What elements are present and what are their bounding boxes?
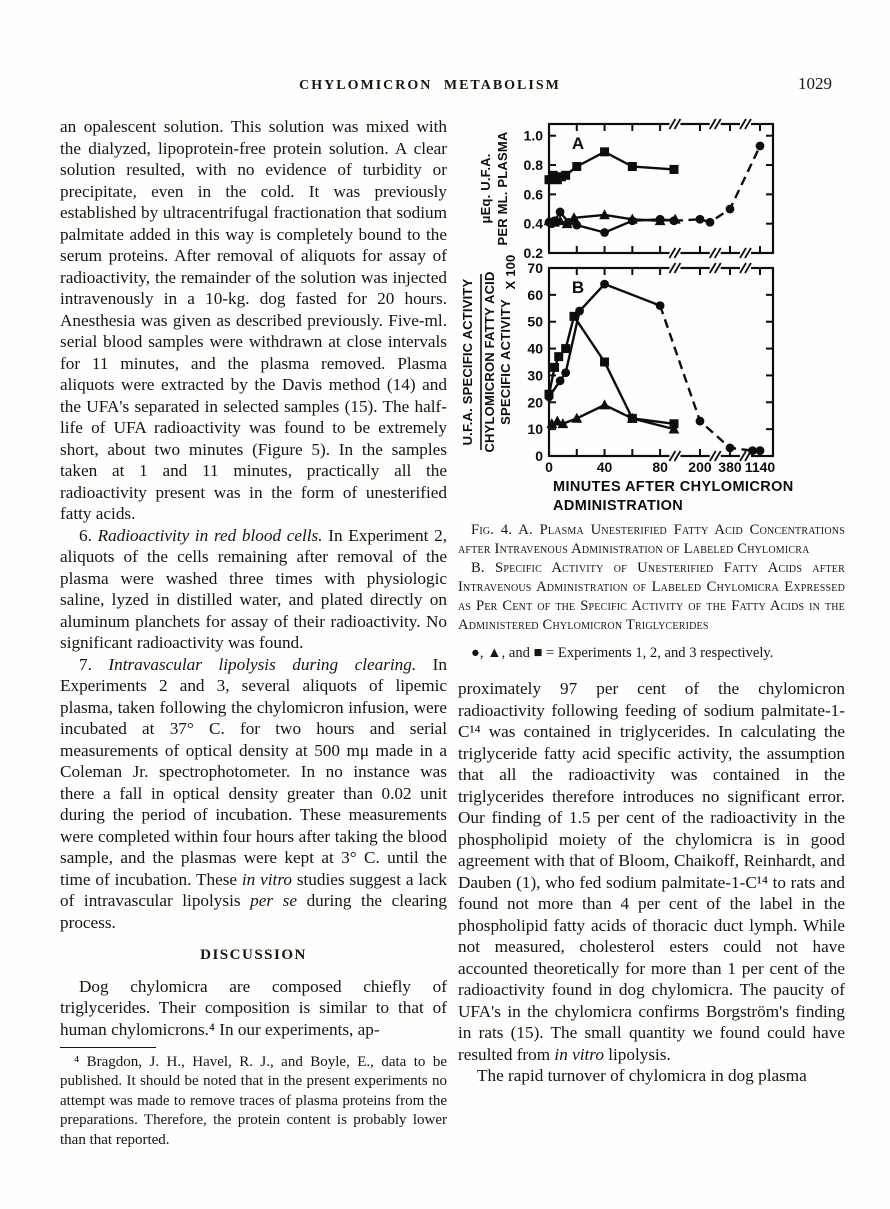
- y-tick-label: 0: [535, 448, 543, 464]
- paragraph-intro: an opalescent solution. This solution was mixed with the dialyzed, lipoprotein-free protein solution. A clear solution resulted, with no evidence of turbidity or precipitate, even in the cold. It was previously established by ultracentrifugal fractionation that sodium palmitate added in this way is completely bound to the serum proteins. After removal of aliquots for assay of radioactivity, the remainder of the solution was injected intravenously in a 10-kg. dog fasted for 20 hours. Anesthesia was given as described previously. Five-ml. serial blood samples were withdrawn at close intervals for 11 minutes, and the plasma removed. Plasma aliquots were extracted by the Davis method (14) and the UFA's separated in selected samples (15). The half-life of UFA radioactivity was found to be extremely short, about two minutes (Figure 5). In the samples taken at 1 and 11 minutes, practically all the radioactivity present was in the form of unesterified fatty acids.: [60, 117, 447, 523]
- caption-part-a: Fig. 4. A. Plasma Unesterified Fatty Acid Concentrations after Intravenous Administration of Labeled Chylomicra: [458, 522, 845, 557]
- series-experiment-3-marker: [561, 171, 570, 180]
- y-tick-label: 50: [527, 313, 543, 330]
- series-experiment-3-marker: [628, 414, 637, 423]
- y-axis-fraction-denominator: CHYLOMICRON FATTY ACID: [482, 271, 497, 453]
- paragraph-discussion: Dog chylomicra are composed chiefly of triglycerides. Their composition is similar to that of human chylomicrons.⁴ In our experiments, ap-: [60, 976, 447, 1039]
- series-experiment-3-marker: [572, 162, 581, 171]
- series-experiment-1-marker: [756, 142, 765, 151]
- series-experiment-1-line: [549, 284, 660, 397]
- footnote: ⁴ Bragdon, J. H., Havel, R. J., and Boyle, E., data to be published. It should be noted that in the present experiments no attempt was made to remove traces of plasma proteins from the preparations. Therefore, the protein content is probably lower than that reported.: [60, 1054, 447, 1148]
- figure-legend: ●, ▲, and ■ = Experiments 1, 2, and 3 respectively.: [471, 645, 774, 661]
- series-experiment-1-marker: [726, 444, 735, 453]
- y-axis-fraction-denominator: SPECIFIC ACTIVITY: [498, 299, 513, 425]
- figure-4: [458, 116, 845, 663]
- y-tick-label: 60: [527, 286, 543, 303]
- paragraph-section-6: 6. Radioactivity in red blood cells. In Experiment 2, aliquots of the cells remaining after removal of the plasma were washed three times with physiologic saline, lyzed in distilled water, and plated directly on aluminum planchets for assay of their radioactivity. No significant radioactivity was found.: [60, 525, 447, 652]
- discussion-heading: DISCUSSION: [200, 947, 307, 963]
- series-experiment-3-marker: [669, 419, 678, 428]
- series-experiment-3-marker: [561, 344, 570, 353]
- panel-label-B: B: [571, 278, 585, 297]
- y-axis-title-a: μEq. U.F.A.: [478, 153, 493, 224]
- y-tick-label: 20: [527, 394, 543, 411]
- series-experiment-1-marker: [556, 376, 565, 385]
- panel-label-A: A: [571, 134, 585, 153]
- series-experiment-1-marker: [748, 446, 757, 455]
- paragraph-rapid-turnover: The rapid turnover of chylomicra in dog plasma: [477, 1066, 807, 1085]
- figure-4-caption: [458, 521, 845, 663]
- series-experiment-1-marker: [561, 368, 570, 377]
- y-tick-label: 0.4: [523, 215, 543, 232]
- x-tick-label: 80: [652, 459, 668, 475]
- series-experiment-3-marker: [600, 147, 609, 156]
- right-column: [458, 116, 845, 1150]
- x-axis-title: ADMINISTRATION: [553, 498, 684, 514]
- running-head: CHYLOMICRON METABOLISM: [299, 78, 561, 93]
- series-experiment-1-marker: [726, 205, 735, 214]
- series-experiment-1-marker: [600, 280, 609, 289]
- series-experiment-1-marker: [600, 228, 609, 237]
- x-tick-label: 40: [596, 459, 613, 475]
- series-experiment-1-marker: [696, 417, 705, 426]
- paragraph-section-7: 7. Intravascular lipolysis during clearing. In Experiments 2 and 3, several aliquots of lipemic plasma, taken following the chylomicron infusion, were incubated at 37° C. for two hours and serial measurements of optical density at 500 mμ made in a Coleman Jr. spectrophotometer. In no instance was there a fall in optical density greater than 0.02 unit during the period of incubation. These measurements were completed within four hours after taking the blood sample, and the plasmas were kept at 3° C. until the time of incubation. These in vitro studies suggest a lack of intravascular lipolysis per se during the clearing process.: [60, 654, 447, 932]
- footnote-rule: [60, 1047, 156, 1048]
- x-tick-label: 0: [545, 459, 553, 475]
- x-tick-label: 200: [688, 459, 712, 475]
- right-column-text: [458, 678, 845, 1087]
- series-experiment-2-marker: [599, 399, 610, 409]
- series-experiment-3-marker: [550, 363, 559, 372]
- series-experiment-3-marker: [554, 352, 563, 361]
- y-tick-label: 70: [527, 260, 543, 276]
- series-experiment-1-marker: [706, 218, 715, 227]
- series-experiment-1-marker: [756, 446, 765, 455]
- y-tick-label: 30: [527, 367, 543, 384]
- x-tick-label: 380: [718, 459, 742, 475]
- series-experiment-3-marker: [628, 162, 637, 171]
- figure-4-plot: [458, 116, 845, 514]
- y-axis-fraction-numerator: U.F.A. SPECIFIC ACTIVITY: [460, 278, 475, 446]
- paragraph-continuation: proximately 97 per cent of the chylomicron radioactivity following feeding of sodium palmitate-1-C¹⁴ was contained in triglycerides. In calculating the triglyceride fatty acid specific activity, the assumption that all the radioactivity was contained in the triglycerides therefore introduces no significant error. Our finding of 1.5 per cent of the radioactivity in the phospholipid moiety of the chylomicra is in good agreement with that of Bloom, Chaikoff, Reinhardt, and Dauben (1), who fed sodium palmitate-1-C¹⁴ to rats and found not more than 4 per cent of the label in the phospholipid fatty acids of thoracic duct lymph. While not measured, cholesterol esters could not have accounted theoretically for more than 1 per cent of the radioactivity found in dog chylomicra. The paucity of UFA's in the chylomicra confirms Borgström's finding in rats (15). The small quantity we found could have resulted from in vitro lipolysis.: [458, 679, 845, 1064]
- series-experiment-1-dashed-line: [674, 146, 760, 222]
- y-tick-label: 0.2: [523, 245, 543, 261]
- series-experiment-3-marker: [545, 390, 554, 399]
- y-axis-multiplier: X 100: [503, 254, 518, 290]
- series-experiment-1-marker: [656, 301, 665, 310]
- y-tick-label: 10: [527, 421, 543, 438]
- y-tick-label: 1.0: [523, 127, 543, 144]
- y-tick-label: 0.8: [523, 157, 543, 174]
- series-experiment-1-marker: [696, 215, 705, 224]
- series-experiment-3-marker: [600, 358, 609, 367]
- x-axis-title: MINUTES AFTER CHYLOMICRON: [553, 479, 794, 495]
- series-experiment-3-marker: [569, 312, 578, 321]
- caption-part-b: B. Specific Activity of Unesterified Fatty Acids after Intravenous Administration of Labeled Chylomicra Expressed as Per Cent of the Specific Activity of the Fatty Acids in the Administered Chylomicron Triglycerides: [458, 560, 845, 633]
- two-column-body: [60, 116, 845, 1150]
- series-experiment-2-line: [552, 405, 674, 429]
- series-experiment-1-marker: [556, 208, 565, 217]
- y-axis-title-a: PER ML. PLASMA: [495, 131, 510, 246]
- series-experiment-3-marker: [669, 165, 678, 174]
- left-column: [60, 116, 447, 1150]
- y-tick-label: 40: [527, 340, 543, 357]
- y-tick-label: 0.6: [523, 186, 543, 203]
- x-tick-label: 1140: [744, 459, 776, 475]
- page-number: 1029: [798, 74, 832, 93]
